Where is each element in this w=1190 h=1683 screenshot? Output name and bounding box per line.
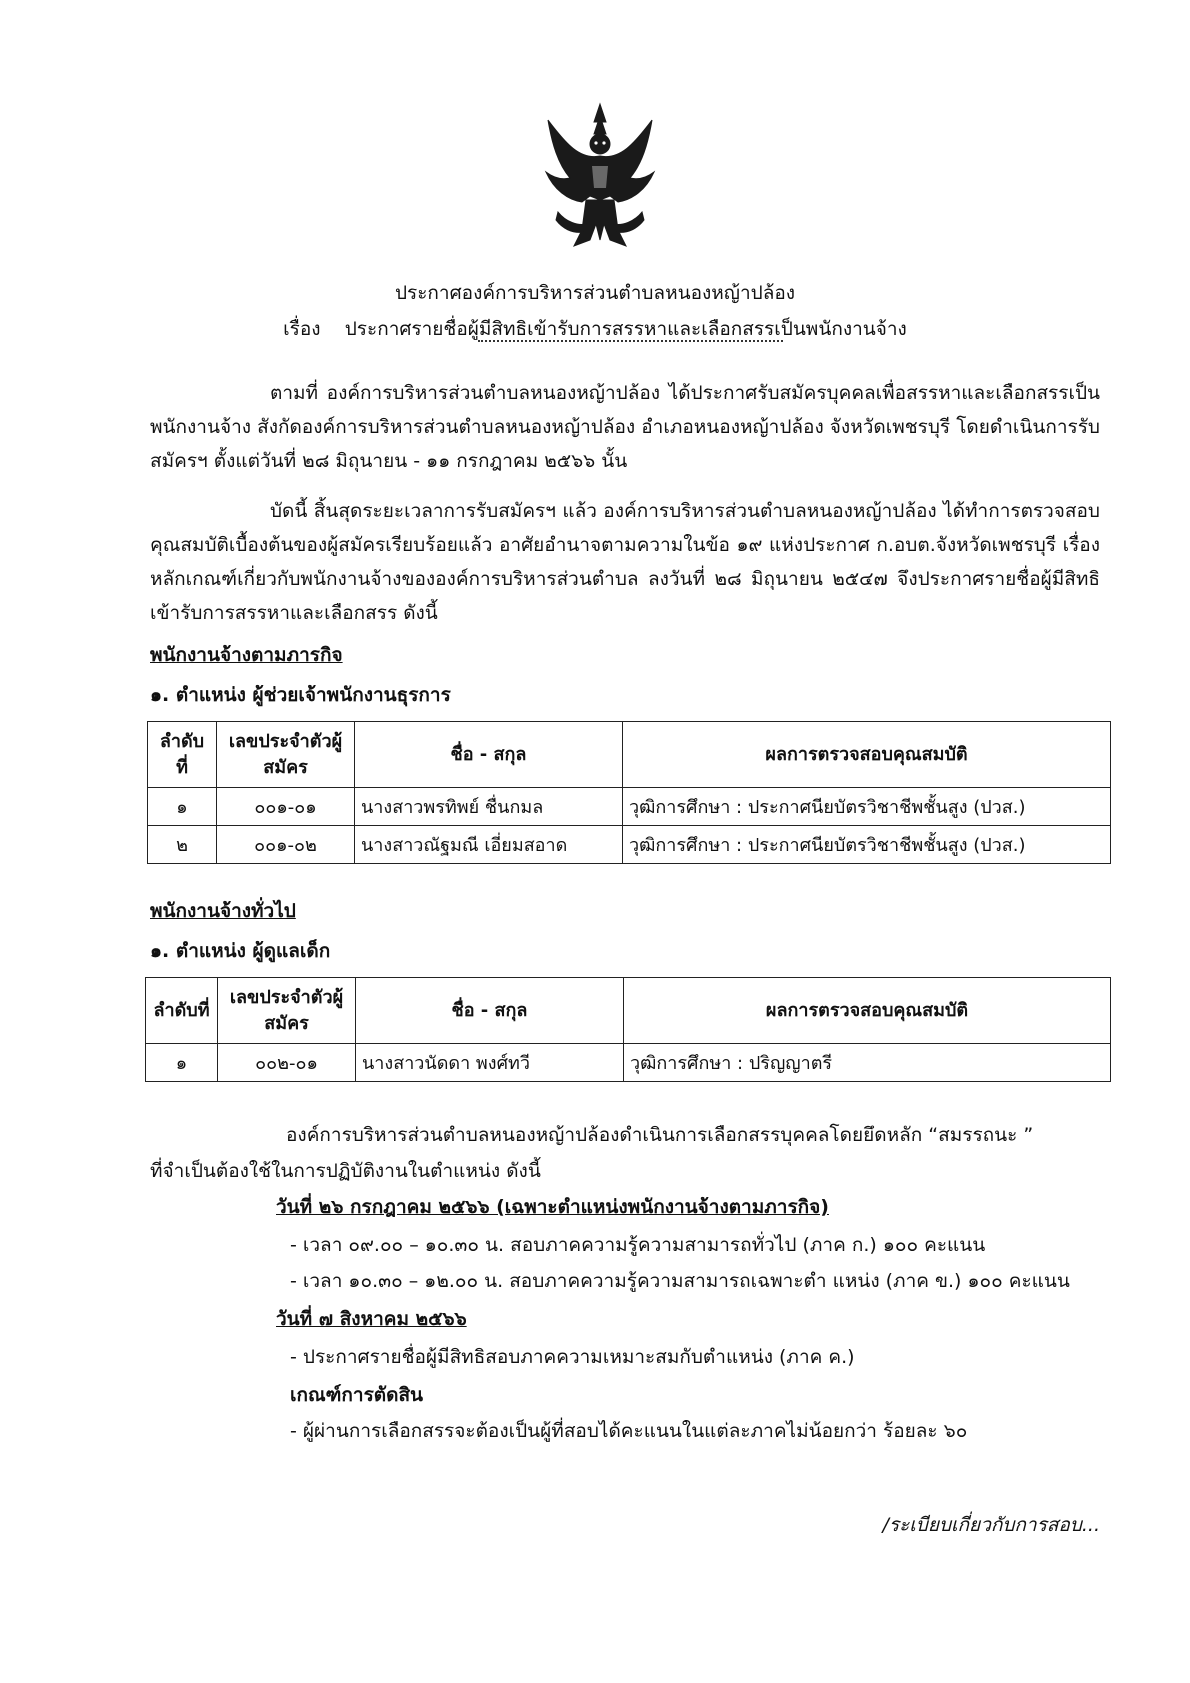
table-row: [148, 788, 1111, 826]
criteria-text: - ผู้ผ่านการเลือกสรรจะต้องเป็นผู้ที่สอบได้คะแนนในแต่ละภาคไม่น้อยกว่า ร้อยละ ๖๐: [290, 1420, 968, 1442]
continued-marker: /ระเบียบเกี่ยวกับการสอบ...: [882, 1514, 1100, 1536]
exam-date-2: วันที่ ๗ สิงหาคม ๒๕๖๖: [276, 1308, 467, 1330]
row-result: วุฒิการศึกษา : ปริญญาตรี: [624, 1044, 1111, 1082]
col-no-header: ลำดับที่: [146, 978, 218, 1044]
garuda-emblem-icon: [540, 100, 660, 250]
table-header-row: [148, 722, 1111, 788]
col-name-header: ชื่อ - สกุล: [356, 978, 624, 1044]
table-row: [148, 826, 1111, 864]
row-name: นางสาวณัฐมณี เอี่ยมสอาด: [355, 826, 623, 864]
row-no: ๑: [146, 1044, 218, 1082]
exam-item-2: - เวลา ๑๐.๓๐ – ๑๒.๐๐ น. สอบภาคความรู้ความสามารถเฉพาะตำ แหน่ง (ภาค ข.) ๑๐๐ คะแนน: [290, 1270, 1070, 1292]
exam-item-3: - ประกาศรายชื่อผู้มีสิทธิสอบภาคความเหมาะสมกับตำแหน่ง (ภาค ค.): [290, 1346, 855, 1368]
col-result-header: ผลการตรวจสอบคุณสมบัติ: [624, 978, 1111, 1044]
criteria-heading: เกณฑ์การตัดสิน: [290, 1384, 424, 1406]
dotted-divider: [478, 340, 783, 342]
section-2-heading: พนักงานจ้างทั่วไป: [150, 900, 296, 922]
paragraph-2: [150, 494, 1100, 630]
paragraph-1-text: ตามที่ องค์การบริหารส่วนตำบลหนองหญ้าปล้อง ได้ประกาศรับสมัครบุคคลเพื่อสรรหาและเลือกสรรเป็นพนักงานจ้าง สังกัดองค์การบริหารส่วนตำบลหนองหญ้าปล้อง อำเภอหนองหญ้าปล้อง จังหวัดเพชรบุรี โดยดำเนินการรับสมัครฯ ตั้งแต่วันที่ ๒๘ มิถุนายน - ๑๑ กรกฎาคม ๒๕๖๖ นั้น: [150, 382, 1100, 472]
table-row: [146, 1044, 1111, 1082]
exam-item-1: - เวลา ๐๙.๐๐ – ๑๐.๓๐ น. สอบภาคความรู้ความสามารถทั่วไป (ภาค ก.) ๑๐๐ คะแนน: [290, 1234, 986, 1256]
subject-text: ประกาศรายชื่อผู้มีสิทธิเข้ารับการสรรหาและเลือกสรรเป็นพนักงานจ้าง: [344, 318, 907, 340]
section-2-position: ๑. ตำแหน่ง ผู้ดูแลเด็ก: [150, 940, 331, 962]
col-no-header: ลำดับที่: [148, 722, 217, 788]
col-name-header: ชื่อ - สกุล: [355, 722, 623, 788]
row-result: วุฒิการศึกษา : ประกาศนียบัตรวิชาชีพชั้นสูง (ปวส.): [623, 826, 1111, 864]
row-no: ๑: [148, 788, 217, 826]
selection-intro-2: ที่จำเป็นต้องใช้ในการปฏิบัติงานในตำแหน่ง ดังนี้: [150, 1160, 541, 1182]
row-result: วุฒิการศึกษา : ประกาศนียบัตรวิชาชีพชั้นสูง (ปวส.): [623, 788, 1111, 826]
paragraph-2-text: บัดนี้ สิ้นสุดระยะเวลาการรับสมัครฯ แล้ว องค์การบริหารส่วนตำบลหนองหญ้าปล้อง ได้ทำการตรวจสอบคุณสมบัติเบื้องต้นของผู้สมัครเรียบร้อยแล้ว อาศัยอำนาจตามความในข้อ ๑๙ แห่งประกาศ ก.อบต.จังหวัดเพชรบุรี เรื่องหลักเกณฑ์เกี่ยวกับพนักงานจ้างขององค์การบริหารส่วนตำบล ลงวันที่ ๒๘ มิถุนายน ๒๕๔๗ จึงประกาศรายชื่อผู้มีสิทธิเข้ารับการสรรหาและเลือกสรร ดังนี้: [150, 500, 1100, 624]
row-id: ๐๐๑-๐๒: [217, 826, 355, 864]
col-result-header: ผลการตรวจสอบคุณสมบัติ: [623, 722, 1111, 788]
paragraph-1: [150, 376, 1100, 478]
row-id: ๐๐๑-๐๑: [217, 788, 355, 826]
row-no: ๒: [148, 826, 217, 864]
section-1-table: [147, 721, 1111, 864]
announcement-title: ประกาศองค์การบริหารส่วนตำบลหนองหญ้าปล้อง: [394, 282, 796, 304]
row-id: ๐๐๒-๐๑: [218, 1044, 356, 1082]
section-1-heading: พนักงานจ้างตามภารกิจ: [150, 644, 343, 666]
row-name: นางสาวพรทิพย์ ชื่นกมล: [355, 788, 623, 826]
selection-intro-1: องค์การบริหารส่วนตำบลหนองหญ้าปล้องดำเนินการเลือกสรรบุคคลโดยยึดหลัก “สมรรถนะ ”: [286, 1124, 1034, 1146]
col-id-header: เลขประจำตัวผู้สมัคร: [218, 978, 356, 1044]
exam-date-1: วันที่ ๒๖ กรกฎาคม ๒๕๖๖ (เฉพาะตำแหน่งพนักงานจ้างตามภารกิจ): [276, 1196, 829, 1218]
table-header-row: [146, 978, 1111, 1044]
subject-label: เรื่อง: [283, 318, 321, 340]
section-2-table: [145, 977, 1111, 1082]
section-1-position: ๑. ตำแหน่ง ผู้ช่วยเจ้าพนักงานธุรการ: [150, 684, 451, 706]
row-name: นางสาวนัดดา พงศ์ทวี: [356, 1044, 624, 1082]
col-id-header: เลขประจำตัวผู้สมัคร: [217, 722, 355, 788]
